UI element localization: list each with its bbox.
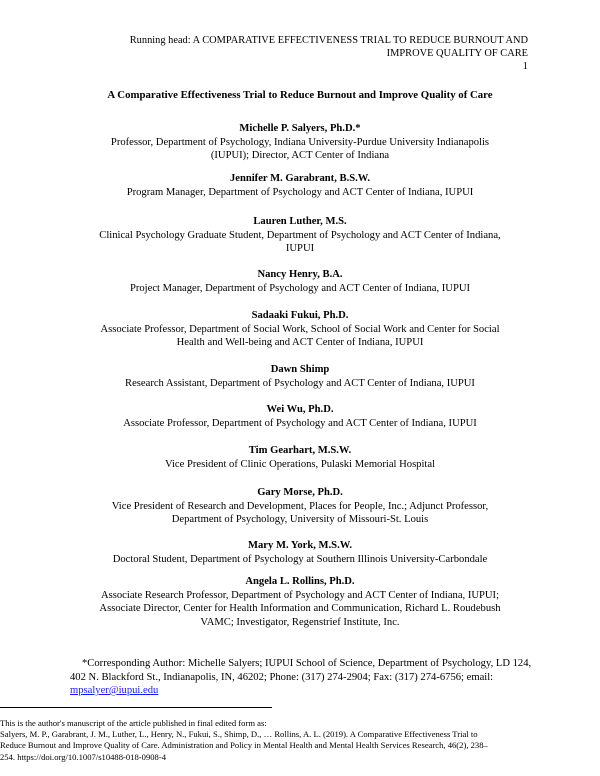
author-name: Tim Gearhart, M.S.W. bbox=[248, 445, 352, 456]
author-affiliation: Associate Professor, Department of Social Work, School of Social Work and Center for Social bbox=[100, 323, 500, 335]
author-block bbox=[70, 575, 530, 629]
author-name: Sadaaki Fukui, Ph.D. bbox=[251, 310, 349, 321]
author-affiliation: Clinical Psychology Graduate Student, Department of Psychology and ACT Center of Indiana, bbox=[99, 229, 501, 241]
running-head bbox=[108, 34, 528, 73]
author-name: Nancy Henry, B.A. bbox=[257, 269, 343, 280]
page-number: 1 bbox=[522, 61, 528, 72]
author-name: Wei Wu, Ph.D. bbox=[266, 404, 334, 415]
author-affiliation: Program Manager, Department of Psychology and ACT Center of Indiana, IUPUI bbox=[126, 186, 474, 198]
author-block bbox=[70, 403, 530, 430]
author-affiliation: Health and Well-being and ACT Center of Indiana, IUPUI bbox=[176, 337, 424, 348]
author-name: Jennifer M. Garabrant, B.S.W. bbox=[229, 173, 371, 184]
author-block bbox=[70, 363, 530, 390]
author-block bbox=[70, 172, 530, 199]
corresponding-author-note bbox=[70, 657, 532, 698]
author-affiliation: Associate Professor, Department of Psychology and ACT Center of Indiana, IUPUI bbox=[123, 417, 477, 429]
author-name: Mary M. York, M.S.W. bbox=[248, 540, 352, 551]
author-affiliation: Research Assistant, Department of Psychology and ACT Center of Indiana, IUPUI bbox=[125, 377, 475, 389]
running-head-line2: IMPROVE QUALITY OF CARE bbox=[386, 48, 528, 59]
author-affiliation: Vice President of Research and Development, Places for People, Inc.; Adjunct Professor, bbox=[111, 500, 489, 512]
email-link[interactable]: mpsalyer@iupui.edu bbox=[70, 685, 159, 696]
author-affiliation: (IUPUI); Director, ACT Center of Indiana bbox=[210, 150, 390, 161]
paper-title: A Comparative Effectiveness Trial to Reduce Burnout and Improve Quality of Care bbox=[107, 89, 493, 101]
author-block bbox=[70, 539, 530, 566]
author-affiliation: Doctoral Student, Department of Psychology at Southern Illinois University-Carbondale bbox=[112, 553, 488, 565]
footnote-line: 254. https://doi.org/10.1007/s10488-018-0908-4 bbox=[0, 751, 166, 762]
footnote-line: This is the author's manuscript of the article published in final edited form as: bbox=[0, 718, 267, 728]
author-block bbox=[70, 122, 530, 163]
author-affiliation: Vice President of Clinic Operations, Pulaski Memorial Hospital bbox=[164, 458, 436, 470]
running-head-line1: Running head: A COMPARATIVE EFFECTIVENESS TRIAL TO REDUCE BURNOUT AND bbox=[129, 35, 528, 46]
author-affiliation: IUPUI bbox=[285, 243, 315, 254]
footnote bbox=[0, 718, 592, 763]
footnote-divider bbox=[0, 707, 272, 708]
author-name: Gary Morse, Ph.D. bbox=[257, 487, 343, 498]
author-name: Angela L. Rollins, Ph.D. bbox=[245, 576, 355, 587]
author-name: Michelle P. Salyers, Ph.D.* bbox=[239, 123, 361, 134]
author-block bbox=[70, 444, 530, 471]
author-name: Lauren Luther, M.S. bbox=[253, 216, 347, 227]
author-block bbox=[70, 215, 530, 256]
author-affiliation: VAMC; Investigator, Regenstrief Institute, Inc. bbox=[200, 616, 400, 628]
footnote-line: Reduce Burnout and Improve Quality of Care. Administration and Policy in Mental Health and Mental Health Services Research, 46(2), 238– bbox=[0, 740, 488, 751]
author-affiliation: Associate Research Professor, Department of Psychology and ACT Center of Indiana, IUPUI; bbox=[100, 589, 500, 601]
author-name: Dawn Shimp bbox=[270, 364, 330, 375]
author-affiliation: Professor, Department of Psychology, Indiana University-Purdue University Indianapolis bbox=[110, 136, 490, 148]
author-block bbox=[70, 309, 530, 350]
corresponding-author-text: *Corresponding Author: Michelle Salyers; IUPUI School of Science, Department of Psychology, LD 124, 402 N. Blackford St., Indianapolis, IN, 46202; Phone: (317) 274-2904; Fax: (317) 274-6756; email: bbox=[70, 658, 532, 683]
footnote-line: Salyers, M. P., Garabrant, J. M., Luther, L., Henry, N., Fukui, S., Shimp, D., … Rollins, A. L. (2019). A Comparative Effectiveness Trial to bbox=[0, 729, 478, 740]
author-affiliation: Associate Director, Center for Health Information and Communication, Richard L. Roudebush bbox=[99, 603, 501, 614]
author-block bbox=[70, 486, 530, 527]
author-affiliation: Project Manager, Department of Psychology and ACT Center of Indiana, IUPUI bbox=[129, 282, 471, 294]
author-block bbox=[70, 268, 530, 295]
author-affiliation: Department of Psychology, University of Missouri-St. Louis bbox=[171, 514, 429, 525]
